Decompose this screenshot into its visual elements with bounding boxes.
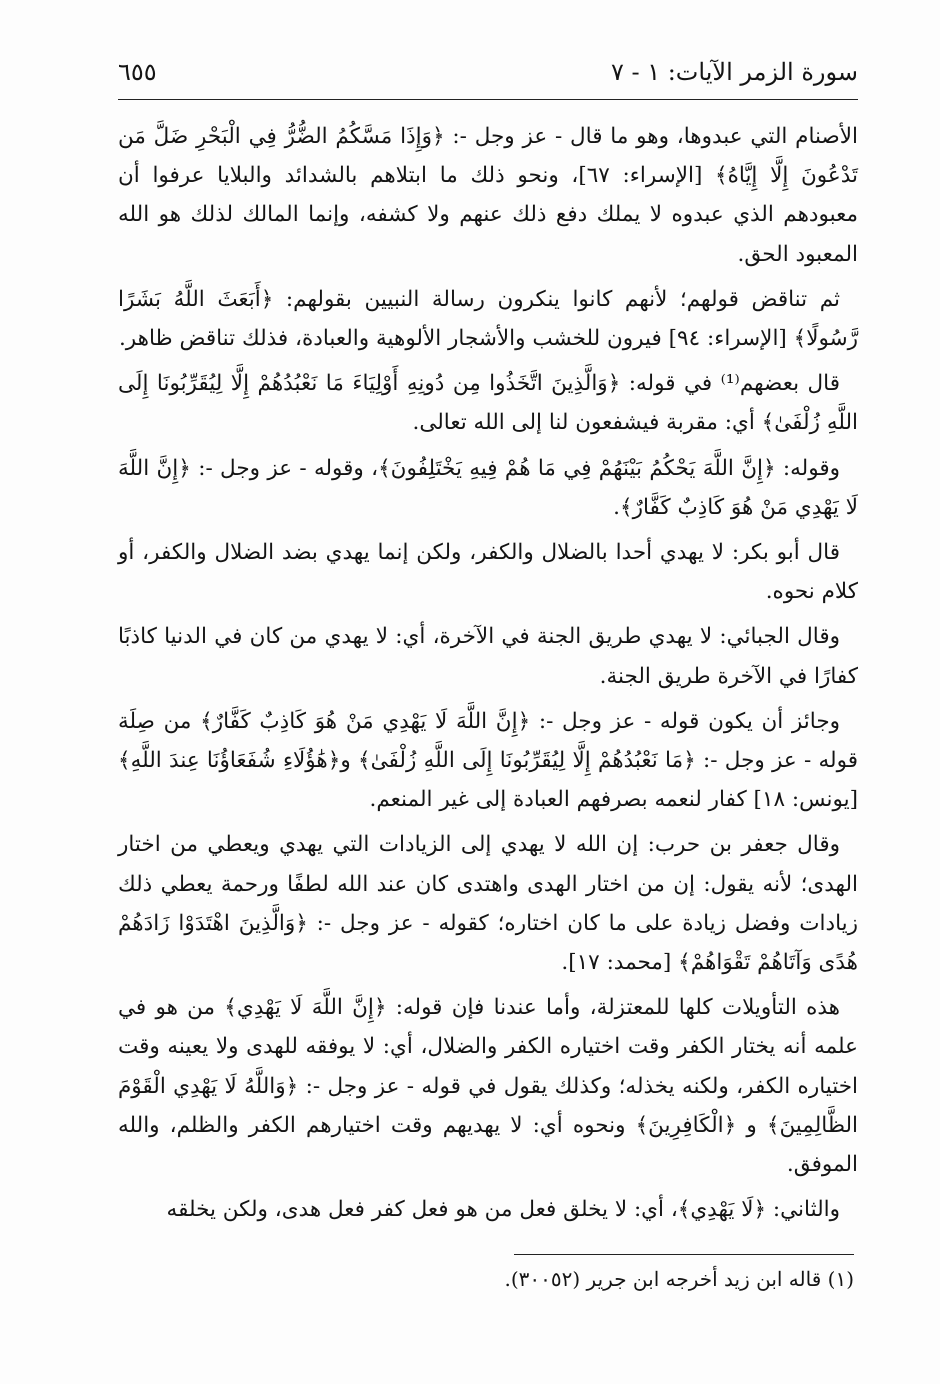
paragraph: وجائز أن يكون قوله - عز وجل -: ﴿إِنَّ اللَّهَ لَا يَهْدِي مَنْ هُوَ كَاذِبٌ كَفَّارٌ﴾ من صِلَة قوله - عز وجل -: ﴿مَا نَعْبُدُهُمْ إِلَّا لِيُقَرِّبُونَا إِلَى اللَّهِ زُلْفَىٰ﴾ و﴿هَٰؤُلَاءِ شُفَعَاؤُنَا عِندَ اللَّهِ﴾ [يونس: ١٨] كفار لنعمه بصرفهم العبادة إلى غير المنعم. <box>118 708 858 813</box>
header-rule <box>118 99 858 100</box>
paragraph: قال أبو بكر: لا يهدي أحدا بالضلال والكفر، ولكن إنما يهدي بضد الضلال والكفر، أو كلام نحوه. <box>118 540 858 605</box>
paragraph: والثاني: ﴿لَا يَهْدِي﴾، أي: لا يخلق فعل من هو فعل كفر فعل هدى، ولكن يخلقه <box>166 1197 840 1223</box>
paragraph: وقوله: ﴿إِنَّ اللَّهَ يَحْكُمُ بَيْنَهُمْ فِي مَا هُمْ فِيهِ يَخْتَلِفُونَ﴾، وقوله - عز وجل -: ﴿إِنَّ اللَّهَ لَا يَهْدِي مَنْ هُوَ كَاذِبٌ كَفَّارٌ﴾. <box>118 455 858 520</box>
main-text <box>118 117 858 1235</box>
footnote: (١) قاله ابن زيد أخرجه ابن جرير (٣٠٠٥٢). <box>504 1267 854 1291</box>
running-title: سورة الزمر الآيات: ١ - ٧ <box>610 58 858 86</box>
paragraph: وقال الجبائي: لا يهدي طريق الجنة في الآخرة، أي: لا يهدي من كان في الدنيا كاذبًا كفارًا في الآخرة طريق الجنة. <box>118 624 858 689</box>
page-header <box>118 54 858 98</box>
footnote-separator <box>514 1254 854 1255</box>
paragraph: هذه التأويلات كلها للمعتزلة، وأما عندنا فإن قوله: ﴿إِنَّ اللَّهَ لَا يَهْدِي﴾ من هو في علمه أنه يختار الكفر وقت اختياره الكفر والضلال، أي: لا يوفقه للهدى ولا يعينه وقت اختياره الكفر، ولكنه يخذله؛ وكذلك يقول في قوله - عز وجل -: ﴿وَاللَّهُ لَا يَهْدِي الْقَوْمَ الظَّالِمِينَ﴾ و ﴿الْكَافِرِينَ﴾ ونحوه أي: لا يهديهم وقت اختيارهم الكفر والظلم، والله الموفق. <box>118 995 858 1178</box>
page-number: ٦٥٥ <box>118 58 157 86</box>
paragraph: الأصنام التي عبدوها، وهو ما قال - عز وجل -: ﴿وَإِذَا مَسَّكُمُ الضُّرُّ فِي الْبَحْرِ ضَلَّ مَن تَدْعُونَ إِلَّا إِيَّاهُ﴾ [الإسراء: ٦٧]، ونحو ذلك ما ابتلاهم بالشدائد والبلايا عرفوا أن معبودهم الذي عبدوه لا يملك دفع ذلك عنهم ولا كشفه، وإنما المالك لذلك هو الله المعبود الحق. <box>118 124 858 267</box>
paragraph: ثم تناقض قولهم؛ لأنهم كانوا ينكرون رسالة النبيين بقولهم: ﴿أَبَعَثَ اللَّهُ بَشَرًا رَّسُولًا﴾ [الإسراء: ٩٤] فيرون للخشب والأشجار الألوهية والعبادة، فذلك تناقض ظاهر. <box>118 286 858 352</box>
paragraph: قال بعضهم⁽¹⁾ في قوله: ﴿وَالَّذِينَ اتَّخَذُوا مِن دُونِهِ أَوْلِيَاءَ مَا نَعْبُدُهُمْ إِلَّا لِيُقَرِّبُونَا إِلَى اللَّهِ زُلْفَىٰ﴾ أي: مقربة فيشفعون لنا إلى الله تعالى. <box>118 371 858 436</box>
paragraph: وقال جعفر بن حرب: إن الله لا يهدي إلى الزيادات التي يهدي ويعطي من اختار الهدى؛ لأنه يقول: إن من اختار الهدى واهتدى كان عند الله لطفًا ورحمة يعطي ذلك زيادات وفضل زيادة على ما كان اختاره؛ كقوله - عز وجل -: ﴿وَالَّذِينَ اهْتَدَوْا زَادَهُمْ هُدًى وَآتَاهُمْ تَقْوَاهُمْ﴾ [محمد: ١٧]. <box>118 832 858 976</box>
